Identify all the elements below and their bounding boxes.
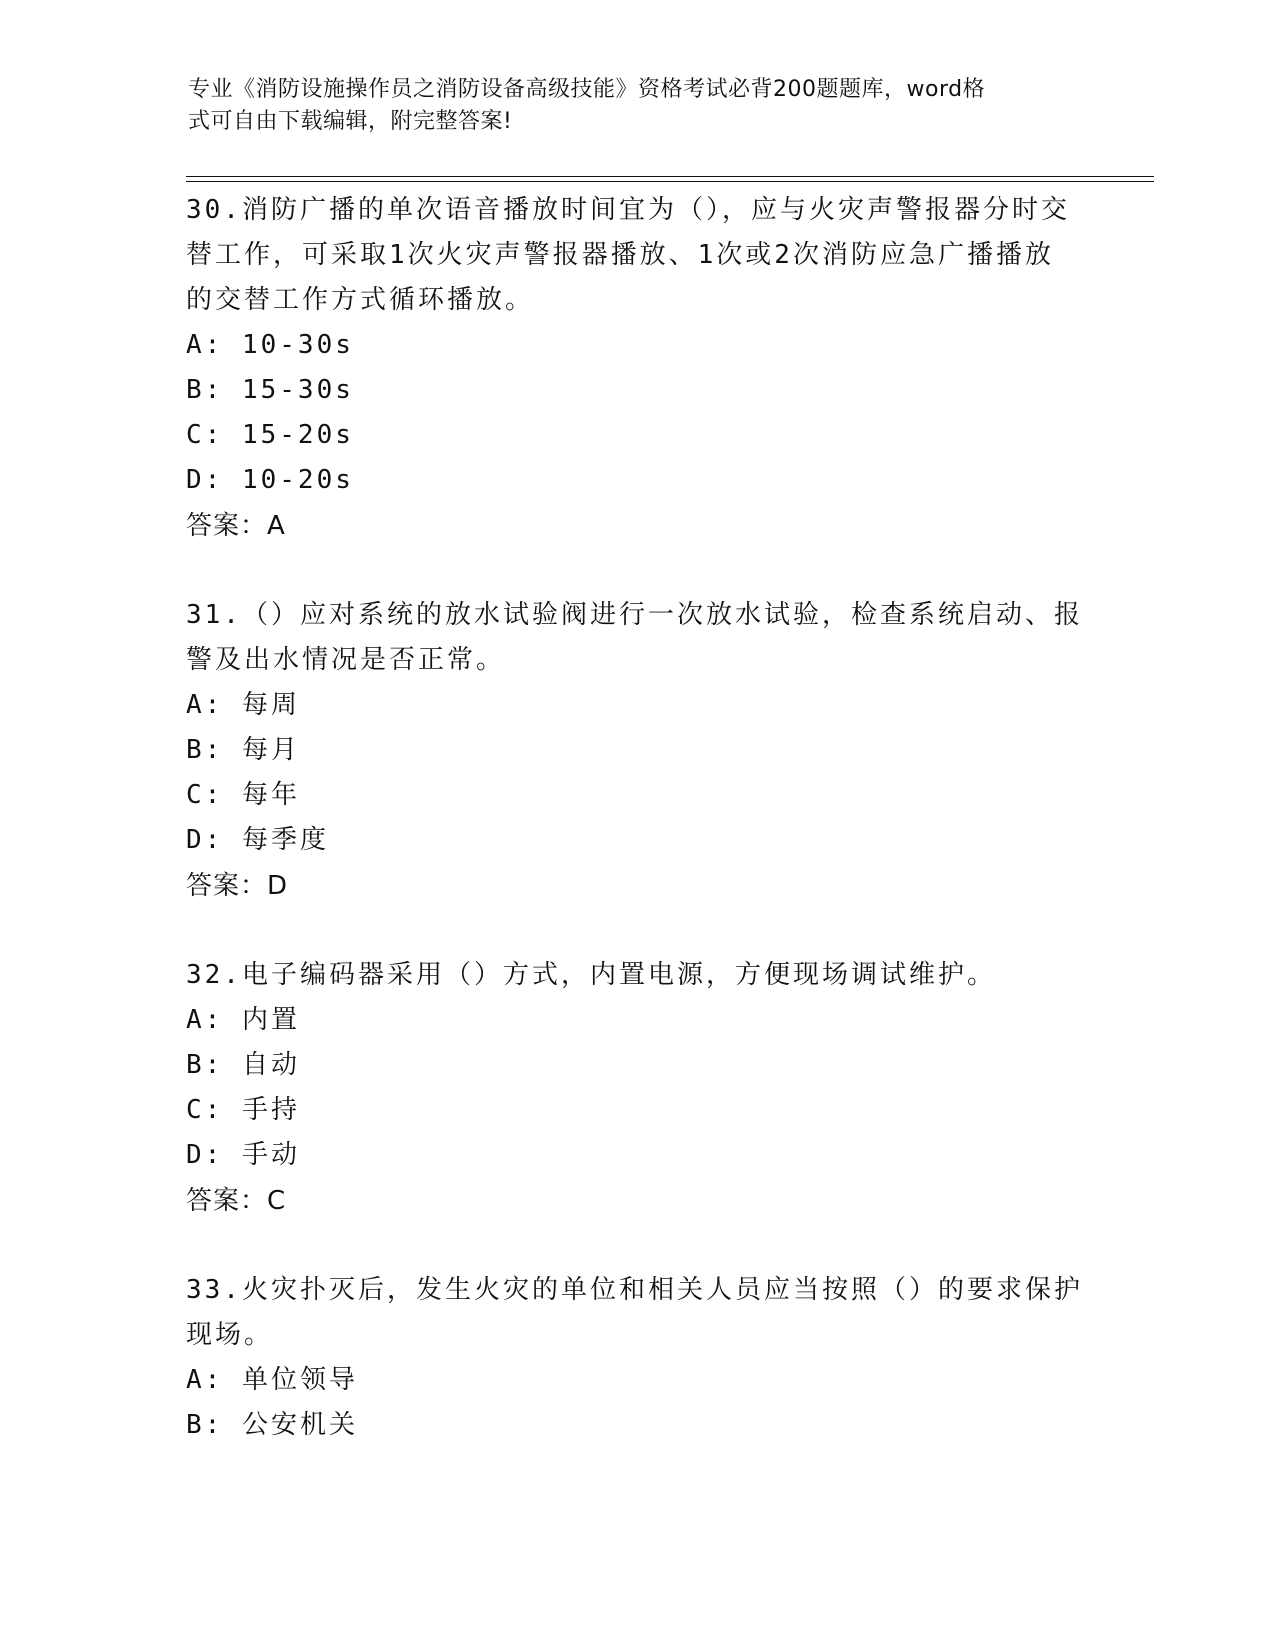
answer-key: 答案：D [186,871,289,901]
header-line-1: 专业《消防设施操作员之消防设备高级技能》资格考试必背200题题库，word格 [188,77,986,102]
option-c: C: 每年 [186,780,300,810]
question-text-line: 警及出水情况是否正常。 [186,645,506,675]
question-text-line: 33.火灾扑灭后，发生火灾的单位和相关人员应当按照（）的要求保护 [186,1275,1083,1305]
option-c: C: 手持 [186,1095,300,1125]
header-divider-top [186,176,1154,177]
option-c: C: 15-20s [186,420,354,450]
answer-key: 答案：A [186,511,286,541]
question-text-line: 31.（）应对系统的放水试验阀进行一次放水试验，检查系统启动、报 [186,600,1083,630]
option-a: A: 每周 [186,690,300,720]
option-a: A: 10-30s [186,330,354,360]
question-text-line: 替工作，可采取1次火灾声警报器播放、1次或2次消防应急广播播放 [186,240,1054,270]
option-b: B: 自动 [186,1050,300,1080]
option-b: B: 每月 [186,735,300,765]
question-text-line: 30.消防广播的单次语音播放时间宜为（），应与火灾声警报器分时交 [186,195,1070,225]
question-text-line: 32.电子编码器采用（）方式，内置电源，方便现场调试维护。 [186,960,996,990]
question-text-line: 现场。 [186,1320,274,1350]
header-divider-bottom [186,181,1154,182]
option-a: A: 内置 [186,1005,300,1035]
option-b: B: 公安机关 [186,1410,358,1440]
document-header [188,74,1068,138]
question-list [186,188,1086,1492]
option-d: D: 10-20s [186,465,354,495]
answer-key: 答案：C [186,1186,287,1216]
header-line-2: 式可自由下载编辑，附完整答案! [188,109,513,134]
question-33 [186,1268,1086,1448]
option-d: D: 每季度 [186,825,329,855]
option-d: D: 手动 [186,1140,300,1170]
option-a: A: 单位领导 [186,1365,358,1395]
question-text-line: 的交替工作方式循环播放。 [186,285,535,315]
option-b: B: 15-30s [186,375,354,405]
question-32 [186,953,1086,1224]
question-30 [186,188,1086,549]
question-31 [186,593,1086,909]
